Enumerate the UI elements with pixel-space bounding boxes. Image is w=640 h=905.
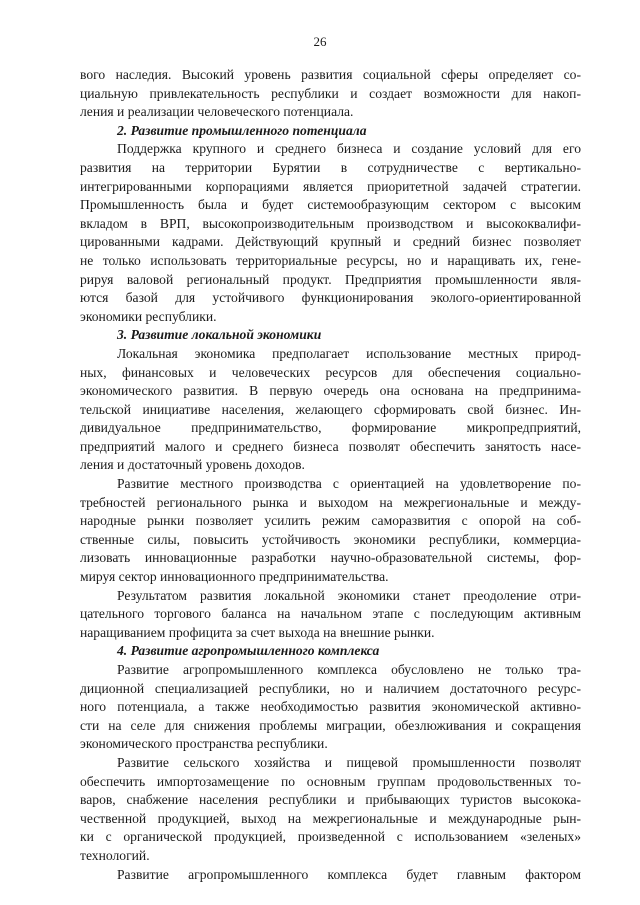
text-line: Развитие сельского хозяйства и пищевой промышленности позволят (117, 754, 581, 770)
text-line: технологий. (80, 847, 150, 863)
text-line: цательного торгового баланса на начальном этапе с последующим активным (80, 606, 581, 622)
text-line: лизовать инновационные разработки научно-образовательной системы, фор- (80, 550, 581, 566)
text-line: Поддержка крупного и среднего бизнеса и создание условий для его (117, 141, 581, 157)
text-line: ного потенциала, а также необходимостью развития экономической активно- (80, 699, 581, 715)
text-line: мируя сектор инновационного предпринимательства. (80, 569, 389, 585)
text-line: цированными кадрами. Действующий крупный и средний бизнес позволяет (80, 234, 581, 250)
section-heading: 4. Развитие агропромышленного комплекса (117, 643, 380, 659)
text-line: Промышленность была и будет системообразующим сектором с высоким (80, 197, 581, 213)
text-line: обеспечить импортозамещение по основным группам продовольственных то- (80, 773, 581, 789)
section-heading: 3. Развитие локальной экономики (117, 327, 322, 343)
text-line: диционной специализацией республики, но и наличием достаточного ресурс- (80, 680, 581, 696)
text-line: экономического пространства республики. (80, 736, 328, 752)
text-line: чественной продукцией, выход на межрегиональные и международные рын- (80, 810, 581, 826)
text-line: тельской инициативе населения, желающего сформировать свой бизнес. Ин- (80, 401, 581, 417)
text-line: не только использовать территориальные ресурсы, но и наращивать их, гене- (80, 252, 581, 268)
text-line: ления и достаточный уровень доходов. (80, 457, 305, 473)
text-line: Локальная экономика предполагает использование местных природ- (117, 345, 581, 361)
document-body (80, 66, 581, 884)
text-line: экономики республики. (80, 308, 217, 324)
text-line: ных, финансовых и человеческих ресурсов для обеспечения социально- (80, 364, 581, 380)
text-line: вкладом в ВРП, высокопроизводительным производством и высококвалифи- (80, 215, 581, 231)
text-line: экономического развития. В первую очередь она основана на предпринима- (80, 383, 581, 399)
text-line: сти на селе для снижения проблемы миграции, обезлюживания и сокращения (80, 717, 581, 733)
text-line: варов, снабжение населения республики и прибывающих туристов высокока- (80, 792, 581, 808)
text-line: ются базой для устойчивого функционирования эколого-ориентированной (80, 290, 581, 306)
text-line: ления и реализации человеческого потенциала. (80, 104, 354, 120)
page-number: 26 (313, 34, 327, 49)
text-line: наращиванием профицита за счет выхода на внешние рынки. (80, 624, 435, 640)
text-line: ки с органической продукцией, произведенной с использованием «зеленых» (80, 829, 581, 845)
text-line: развития на территории Бурятии в сотрудничестве с вертикально- (80, 159, 581, 175)
text-line: циальную привлекательность республики и создает возможности для накоп- (80, 85, 581, 101)
text-line: Результатом развития локальной экономики станет преодоление отри- (117, 587, 581, 603)
text-line: дивидуальное предпринимательство, формирование микропредприятий, (80, 420, 581, 436)
section-heading: 2. Развитие промышленного потенциала (117, 122, 367, 138)
text-line: требностей регионального рынка и выходом на межрегиональные и между- (80, 494, 581, 510)
text-line: предприятий малого и среднего бизнеса позволят обеспечить занятость насе- (80, 438, 581, 454)
text-line: интегрированными корпорациями является приоритетной задачей стратегии. (80, 178, 581, 194)
text-line: рируя валовой региональный продукт. Предприятия промышленности явля- (80, 271, 581, 287)
text-line: Развитие агропромышленного комплекса обусловлено не только тра- (117, 662, 581, 677)
text-line: ственные силы, повысить устойчивость экономики республики, коммерциа- (80, 531, 581, 547)
text-line: Развитие агропромышленного комплекса будет главным фактором (117, 866, 581, 882)
text-line: народные рынки позволяет усилить режим саморазвития с опорой на соб- (80, 513, 581, 529)
text-line: вого наследия. Высокий уровень развития социальной сферы определяет со- (80, 67, 581, 82)
text-line: Развитие местного производства с ориентацией на удовлетворение по- (117, 476, 581, 492)
